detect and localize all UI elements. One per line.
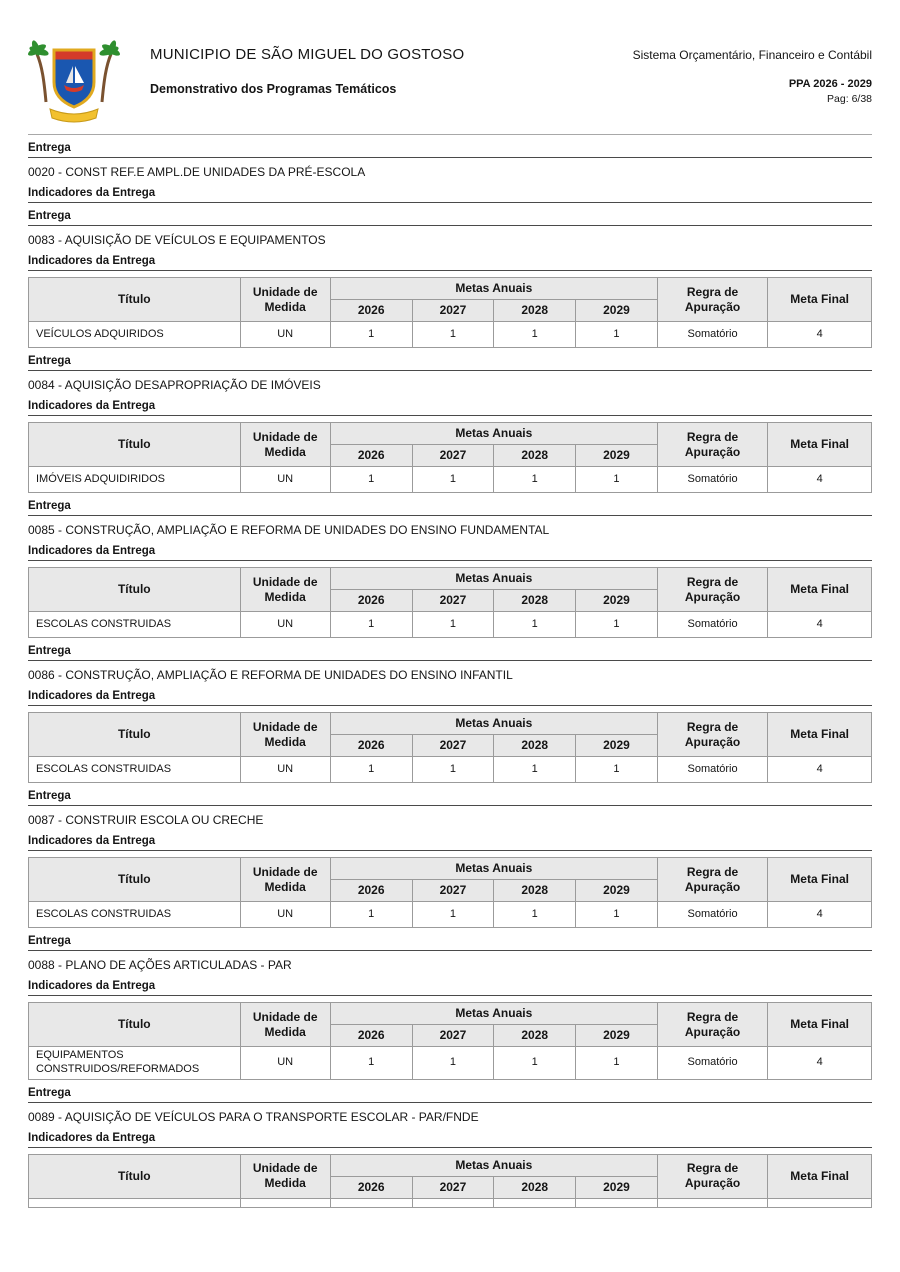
col-header-unidade: Unidade de Medida	[240, 713, 330, 757]
indicator-unidade-cell: UN	[240, 612, 330, 638]
indicadores-heading: Indicadores da Entrega	[28, 835, 872, 851]
municipal-coat-of-arms-icon	[28, 38, 124, 126]
indicator-meta-cell: 1	[576, 612, 658, 638]
indicator-meta-final-cell: 4	[768, 322, 872, 348]
indicator-meta-cell: 1	[330, 467, 412, 493]
empty-cell	[240, 1198, 330, 1207]
indicator-meta-cell: 1	[412, 902, 494, 928]
col-header-titulo: Título	[29, 1003, 241, 1047]
indicator-row	[29, 612, 872, 638]
entrega-title: 0086 - CONSTRUÇÃO, AMPLIAÇÃO E REFORMA DE UNIDADES DO ENSINO INFANTIL	[28, 668, 513, 682]
empty-cell	[494, 1198, 576, 1207]
indicator-unidade-cell: UN	[240, 1047, 330, 1080]
indicator-meta-cell: 1	[576, 757, 658, 783]
indicadores-table	[28, 567, 872, 638]
empty-cell	[29, 1198, 241, 1207]
indicator-row	[29, 902, 872, 928]
col-header-metas-anuais: Metas Anuais	[330, 713, 657, 735]
col-header-metas-anuais: Metas Anuais	[330, 1003, 657, 1025]
col-header-year: 2029	[576, 590, 658, 612]
entrega-title: 0089 - AQUISIÇÃO DE VEÍCULOS PARA O TRANSPORTE ESCOLAR - PAR/FNDE	[28, 1109, 479, 1124]
col-header-unidade: Unidade de Medida	[240, 423, 330, 467]
col-header-meta-final: Meta Final	[768, 1003, 872, 1047]
col-header-year: 2029	[576, 1025, 658, 1047]
indicator-regra-cell: Somatório	[657, 612, 767, 638]
indicator-meta-cell: 1	[330, 612, 412, 638]
indicator-unidade-cell: UN	[240, 322, 330, 348]
col-header-unidade: Unidade de Medida	[240, 1003, 330, 1047]
col-header-year: 2027	[412, 880, 494, 902]
indicator-titulo-cell: EQUIPAMENTOS CONSTRUIDOS/REFORMADOS	[29, 1047, 241, 1080]
entrega-title: 0088 - PLANO DE AÇÕES ARTICULADAS - PAR	[28, 958, 292, 972]
indicator-meta-cell: 1	[494, 322, 576, 348]
indicadores-table	[28, 712, 872, 783]
col-header-titulo: Título	[29, 423, 241, 467]
indicator-meta-cell: 1	[330, 757, 412, 783]
indicator-meta-cell: 1	[412, 757, 494, 783]
indicator-meta-cell: 1	[412, 1047, 494, 1080]
indicadores-table	[28, 422, 872, 493]
col-header-year: 2026	[330, 300, 412, 322]
indicadores-table	[28, 277, 872, 348]
col-header-regra: Regra de Apuração	[657, 278, 767, 322]
entrega-title: 0020 - CONST REF.E AMPL.DE UNIDADES DA PRÉ-ESCOLA	[28, 165, 366, 179]
indicator-meta-final-cell: 4	[768, 612, 872, 638]
col-header-metas-anuais: Metas Anuais	[330, 858, 657, 880]
entrega-heading: Entrega	[28, 935, 872, 951]
sections-container	[28, 142, 872, 1208]
col-header-unidade: Unidade de Medida	[240, 858, 330, 902]
indicadores-heading: Indicadores da Entrega	[28, 690, 872, 706]
col-header-year: 2027	[412, 1025, 494, 1047]
entrega-title: 0084 - AQUISIÇÃO DESAPROPRIAÇÃO DE IMÓVEIS	[28, 378, 321, 392]
page-number: Pag: 6/38	[827, 93, 872, 105]
entrega-heading: Entrega	[28, 500, 872, 516]
header-divider	[28, 134, 872, 135]
entrega-heading: Entrega	[28, 645, 872, 661]
col-header-meta-final: Meta Final	[768, 1154, 872, 1198]
indicator-row	[29, 322, 872, 348]
col-header-year: 2028	[494, 445, 576, 467]
indicator-meta-cell: 1	[412, 467, 494, 493]
entrega-title: 0087 - CONSTRUIR ESCOLA OU CRECHE	[28, 813, 264, 827]
col-header-meta-final: Meta Final	[768, 568, 872, 612]
col-header-year: 2026	[330, 1025, 412, 1047]
indicadores-heading: Indicadores da Entrega	[28, 545, 872, 561]
indicator-unidade-cell: UN	[240, 467, 330, 493]
indicator-meta-final-cell: 4	[768, 467, 872, 493]
indicator-meta-cell: 1	[330, 902, 412, 928]
indicator-row-partial	[29, 1198, 872, 1207]
empty-cell	[768, 1198, 872, 1207]
header-title-block	[124, 38, 464, 96]
indicator-meta-cell: 1	[330, 1047, 412, 1080]
indicadores-table	[28, 857, 872, 928]
indicator-meta-cell: 1	[576, 1047, 658, 1080]
col-header-meta-final: Meta Final	[768, 858, 872, 902]
col-header-year: 2028	[494, 300, 576, 322]
col-header-year: 2027	[412, 300, 494, 322]
col-header-unidade: Unidade de Medida	[240, 568, 330, 612]
indicator-unidade-cell: UN	[240, 757, 330, 783]
indicator-meta-cell: 1	[494, 1047, 576, 1080]
col-header-unidade: Unidade de Medida	[240, 1154, 330, 1198]
col-header-titulo: Título	[29, 568, 241, 612]
indicadores-table	[28, 1154, 872, 1208]
indicator-meta-cell: 1	[494, 902, 576, 928]
col-header-year: 2028	[494, 1176, 576, 1198]
empty-cell	[657, 1198, 767, 1207]
col-header-year: 2029	[576, 880, 658, 902]
indicator-row	[29, 1047, 872, 1080]
empty-cell	[576, 1198, 658, 1207]
col-header-regra: Regra de Apuração	[657, 423, 767, 467]
municipality-name: MUNICIPIO DE SÃO MIGUEL DO GOSTOSO	[150, 46, 465, 63]
col-header-year: 2027	[412, 735, 494, 757]
indicator-regra-cell: Somatório	[657, 757, 767, 783]
col-header-regra: Regra de Apuração	[657, 858, 767, 902]
indicator-regra-cell: Somatório	[657, 322, 767, 348]
indicator-meta-cell: 1	[412, 322, 494, 348]
empty-cell	[330, 1198, 412, 1207]
indicator-regra-cell: Somatório	[657, 902, 767, 928]
indicator-meta-cell: 1	[330, 322, 412, 348]
col-header-year: 2029	[576, 445, 658, 467]
col-header-year: 2026	[330, 735, 412, 757]
indicator-meta-cell: 1	[576, 322, 658, 348]
entrega-heading: Entrega	[28, 142, 872, 158]
col-header-meta-final: Meta Final	[768, 278, 872, 322]
col-header-year: 2026	[330, 880, 412, 902]
col-header-metas-anuais: Metas Anuais	[330, 568, 657, 590]
col-header-titulo: Título	[29, 1154, 241, 1198]
indicator-titulo-cell: ESCOLAS CONSTRUIDAS	[29, 902, 241, 928]
header-meta-block	[633, 38, 872, 105]
entrega-heading: Entrega	[28, 355, 872, 371]
indicator-meta-cell: 1	[412, 612, 494, 638]
col-header-metas-anuais: Metas Anuais	[330, 423, 657, 445]
col-header-year: 2029	[576, 735, 658, 757]
col-header-regra: Regra de Apuração	[657, 1154, 767, 1198]
indicator-meta-final-cell: 4	[768, 757, 872, 783]
col-header-metas-anuais: Metas Anuais	[330, 278, 657, 300]
col-header-year: 2028	[494, 880, 576, 902]
col-header-year: 2027	[412, 1176, 494, 1198]
col-header-year: 2028	[494, 735, 576, 757]
indicator-row	[29, 467, 872, 493]
indicator-meta-cell: 1	[494, 612, 576, 638]
col-header-year: 2027	[412, 445, 494, 467]
col-header-year: 2029	[576, 300, 658, 322]
col-header-year: 2026	[330, 590, 412, 612]
col-header-titulo: Título	[29, 278, 241, 322]
col-header-year: 2029	[576, 1176, 658, 1198]
col-header-year: 2026	[330, 1176, 412, 1198]
indicadores-heading: Indicadores da Entrega	[28, 187, 872, 203]
indicator-regra-cell: Somatório	[657, 467, 767, 493]
indicator-regra-cell: Somatório	[657, 1047, 767, 1080]
col-header-regra: Regra de Apuração	[657, 568, 767, 612]
indicator-row	[29, 757, 872, 783]
indicadores-table	[28, 1002, 872, 1080]
system-name: Sistema Orçamentário, Financeiro e Contábil	[632, 48, 872, 62]
indicadores-heading: Indicadores da Entrega	[28, 400, 872, 416]
indicator-meta-cell: 1	[576, 902, 658, 928]
indicator-meta-final-cell: 4	[768, 902, 872, 928]
indicator-titulo-cell: ESCOLAS CONSTRUIDAS	[29, 612, 241, 638]
indicator-titulo-cell: VEÍCULOS ADQUIRIDOS	[29, 322, 241, 348]
indicadores-heading: Indicadores da Entrega	[28, 980, 872, 996]
indicator-unidade-cell: UN	[240, 902, 330, 928]
col-header-metas-anuais: Metas Anuais	[330, 1154, 657, 1176]
indicator-titulo-cell: ESCOLAS CONSTRUIDAS	[29, 757, 241, 783]
entrega-title: 0085 - CONSTRUÇÃO, AMPLIAÇÃO E REFORMA DE UNIDADES DO ENSINO FUNDAMENTAL	[28, 523, 550, 537]
indicadores-heading: Indicadores da Entrega	[28, 255, 872, 271]
ppa-period: PPA 2026 - 2029	[788, 78, 872, 90]
empty-cell	[412, 1198, 494, 1207]
indicator-meta-cell: 1	[576, 467, 658, 493]
col-header-regra: Regra de Apuração	[657, 1003, 767, 1047]
col-header-meta-final: Meta Final	[768, 713, 872, 757]
col-header-year: 2027	[412, 590, 494, 612]
report-title: Demonstrativo dos Programas Temáticos	[150, 82, 397, 96]
entrega-title: 0083 - AQUISIÇÃO DE VEÍCULOS E EQUIPAMENTOS	[28, 233, 326, 247]
indicator-meta-cell: 1	[494, 757, 576, 783]
indicator-meta-final-cell: 4	[768, 1047, 872, 1080]
col-header-titulo: Título	[29, 858, 241, 902]
indicator-meta-cell: 1	[494, 467, 576, 493]
indicator-titulo-cell: IMÓVEIS ADQUIDIRIDOS	[29, 467, 241, 493]
entrega-heading: Entrega	[28, 1087, 872, 1103]
col-header-year: 2026	[330, 445, 412, 467]
col-header-year: 2028	[494, 590, 576, 612]
col-header-year: 2028	[494, 1025, 576, 1047]
col-header-titulo: Título	[29, 713, 241, 757]
col-header-regra: Regra de Apuração	[657, 713, 767, 757]
entrega-heading: Entrega	[28, 210, 872, 226]
col-header-meta-final: Meta Final	[768, 423, 872, 467]
indicadores-heading: Indicadores da Entrega	[28, 1132, 872, 1148]
entrega-heading: Entrega	[28, 790, 872, 806]
report-header	[28, 38, 872, 126]
col-header-unidade: Unidade de Medida	[240, 278, 330, 322]
